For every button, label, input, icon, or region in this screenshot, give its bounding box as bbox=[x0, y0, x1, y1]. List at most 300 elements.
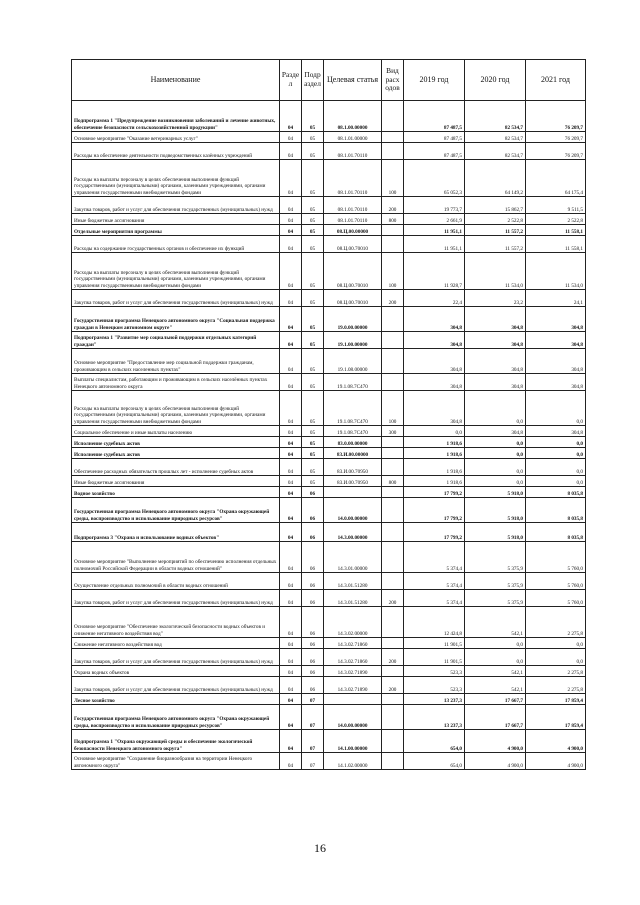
budget-table-container bbox=[71, 59, 585, 770]
cell-2020: 4 900,0 bbox=[465, 753, 526, 770]
cell-2019: 1 918,6 bbox=[404, 448, 465, 459]
cell-2021: 0,0 bbox=[526, 638, 586, 649]
cell-name: Закупка товаров, работ и услуг для обеспечения государственных (муниципальных) нужд bbox=[72, 197, 280, 214]
cell-name: Иные бюджетные ассигнования bbox=[72, 214, 280, 225]
cell-name: Расходы на содержание государственных органов и обеспечение их функций bbox=[72, 236, 280, 253]
cell-2021: 0,0 bbox=[526, 649, 586, 666]
cell-razdel: 04 bbox=[280, 459, 302, 476]
cell-name: Лесное хозяйство bbox=[72, 694, 280, 705]
cell-2019: 87 487,5 bbox=[404, 132, 465, 143]
cell-2021: 4 900,0 bbox=[526, 753, 586, 770]
cell-name: Охрана водных объектов bbox=[72, 666, 280, 677]
cell-2019: 11 901,5 bbox=[404, 638, 465, 649]
cell-name: Закупка товаров, работ и услуг для обеспечения государственных (муниципальных) нужд bbox=[72, 290, 280, 307]
cell-podrazdel: 05 bbox=[302, 332, 324, 349]
cell-vid bbox=[382, 523, 404, 542]
table-row bbox=[72, 638, 586, 649]
cell-statya: 83.0.00.00000 bbox=[324, 437, 382, 448]
table-row bbox=[72, 666, 586, 677]
cell-statya: 08.Ц.00.70010 bbox=[324, 253, 382, 290]
cell-razdel: 04 bbox=[280, 101, 302, 132]
table-header-row bbox=[72, 60, 586, 101]
cell-vid: 200 bbox=[382, 677, 404, 694]
cell-razdel: 04 bbox=[280, 523, 302, 542]
cell-2021: 2 275,8 bbox=[526, 607, 586, 638]
table-row bbox=[72, 426, 586, 437]
cell-razdel: 04 bbox=[280, 607, 302, 638]
cell-statya: 08.1.01.00000 bbox=[324, 132, 382, 143]
cell-2021: 304,8 bbox=[526, 349, 586, 374]
table-body bbox=[72, 101, 586, 770]
table-row bbox=[72, 705, 586, 730]
cell-2019: 5 374,4 bbox=[404, 573, 465, 590]
cell-name: Подпрограмма 3 "Охрана и использование водных объектов" bbox=[72, 523, 280, 542]
cell-vid: 800 bbox=[382, 214, 404, 225]
cell-statya: 14.3.01.51280 bbox=[324, 573, 382, 590]
cell-razdel: 04 bbox=[280, 332, 302, 349]
table-row bbox=[72, 677, 586, 694]
cell-2020: 5 375,9 bbox=[465, 573, 526, 590]
cell-razdel: 04 bbox=[280, 426, 302, 437]
cell-vid bbox=[382, 730, 404, 753]
cell-2021: 2 522,8 bbox=[526, 214, 586, 225]
cell-2019: 5 374,4 bbox=[404, 590, 465, 607]
cell-name: Обеспечение расходных обязательств прошлых лет - исполнение судебных актов bbox=[72, 459, 280, 476]
cell-name: Расходы на обеспечение деятельности подведомственных казённых учреждений bbox=[72, 143, 280, 160]
cell-2020: 17 667,7 bbox=[465, 705, 526, 730]
table-row bbox=[72, 437, 586, 448]
cell-vid bbox=[382, 607, 404, 638]
cell-2019: 523,3 bbox=[404, 677, 465, 694]
cell-vid bbox=[382, 225, 404, 236]
cell-2021: 304,8 bbox=[526, 426, 586, 437]
cell-2021: 5 760,0 bbox=[526, 573, 586, 590]
cell-razdel: 04 bbox=[280, 132, 302, 143]
cell-statya: 14.3.02.71890 bbox=[324, 677, 382, 694]
cell-2021: 0,0 bbox=[526, 459, 586, 476]
cell-2020: 11 534,0 bbox=[465, 253, 526, 290]
cell-razdel: 04 bbox=[280, 391, 302, 426]
cell-vid bbox=[382, 236, 404, 253]
cell-name: Закупка товаров, работ и услуг для обеспечения государственных (муниципальных) нужд bbox=[72, 649, 280, 666]
cell-2020: 0,0 bbox=[465, 459, 526, 476]
cell-2019: 11 901,5 bbox=[404, 649, 465, 666]
cell-vid bbox=[382, 753, 404, 770]
cell-2019: 13 237,3 bbox=[404, 705, 465, 730]
cell-razdel: 04 bbox=[280, 160, 302, 197]
cell-2020: 0,0 bbox=[465, 638, 526, 649]
cell-podrazdel: 05 bbox=[302, 132, 324, 143]
cell-podrazdel: 05 bbox=[302, 197, 324, 214]
budget-table bbox=[71, 59, 586, 770]
cell-name: Основное мероприятие "Предоставление мер социальной поддержки гражданам, проживающим в сельских населенных пунктах" bbox=[72, 349, 280, 374]
cell-2020: 15 862,7 bbox=[465, 197, 526, 214]
cell-statya: 83.И.00.70950 bbox=[324, 476, 382, 487]
cell-vid bbox=[382, 143, 404, 160]
cell-vid bbox=[382, 101, 404, 132]
cell-statya bbox=[324, 694, 382, 705]
cell-razdel: 04 bbox=[280, 590, 302, 607]
cell-2021: 64 175,4 bbox=[526, 160, 586, 197]
cell-vid: 200 bbox=[382, 197, 404, 214]
cell-2019: 87 487,5 bbox=[404, 101, 465, 132]
cell-podrazdel: 05 bbox=[302, 160, 324, 197]
cell-razdel: 04 bbox=[280, 666, 302, 677]
cell-2021: 24,1 bbox=[526, 290, 586, 307]
cell-name: Государственная программа Ненецкого автономного округа "Охрана окружающей среды, воспроизводство и использование природных ресурсов" bbox=[72, 498, 280, 523]
cell-name: Снижение негативного воздействия вод bbox=[72, 638, 280, 649]
cell-statya: 14.1.00.00000 bbox=[324, 730, 382, 753]
header-podrazdel: Подр аздел bbox=[302, 60, 324, 101]
cell-statya: 14.1.02.00000 bbox=[324, 753, 382, 770]
cell-vid bbox=[382, 374, 404, 391]
cell-razdel: 04 bbox=[280, 476, 302, 487]
cell-razdel: 04 bbox=[280, 253, 302, 290]
cell-2019: 87 487,5 bbox=[404, 143, 465, 160]
cell-podrazdel: 06 bbox=[302, 607, 324, 638]
table-row bbox=[72, 487, 586, 498]
cell-statya: 19.1.08.7С470 bbox=[324, 426, 382, 437]
cell-2021: 0,0 bbox=[526, 476, 586, 487]
cell-razdel: 04 bbox=[280, 197, 302, 214]
cell-podrazdel: 07 bbox=[302, 753, 324, 770]
cell-podrazdel: 06 bbox=[302, 666, 324, 677]
cell-2019: 304,8 bbox=[404, 332, 465, 349]
cell-podrazdel: 05 bbox=[302, 214, 324, 225]
cell-statya: 14.3.02.71860 bbox=[324, 649, 382, 666]
cell-vid: 100 bbox=[382, 391, 404, 426]
cell-podrazdel: 05 bbox=[302, 236, 324, 253]
cell-podrazdel: 05 bbox=[302, 143, 324, 160]
cell-vid bbox=[382, 132, 404, 143]
cell-2020: 11 557,2 bbox=[465, 236, 526, 253]
cell-2021: 4 900,0 bbox=[526, 730, 586, 753]
cell-razdel: 04 bbox=[280, 214, 302, 225]
cell-vid bbox=[382, 573, 404, 590]
cell-2019: 1 918,6 bbox=[404, 437, 465, 448]
cell-statya: 19.1.00.00000 bbox=[324, 332, 382, 349]
cell-vid: 300 bbox=[382, 426, 404, 437]
table-row bbox=[72, 590, 586, 607]
cell-statya: 19.0.00.00000 bbox=[324, 307, 382, 332]
cell-name: Государственная программа Ненецкого автономного округа "Социальная поддержка граждан в Ненецком автономном округе" bbox=[72, 307, 280, 332]
cell-razdel: 04 bbox=[280, 143, 302, 160]
cell-2021: 11 534,0 bbox=[526, 253, 586, 290]
cell-name: Государственная программа Ненецкого автономного округа "Охрана окружающей среды, воспроизводство и использование природных ресурсов" bbox=[72, 705, 280, 730]
cell-vid: 800 bbox=[382, 476, 404, 487]
page-number: 16 bbox=[314, 841, 326, 855]
cell-2021: 11 558,1 bbox=[526, 236, 586, 253]
cell-podrazdel: 05 bbox=[302, 290, 324, 307]
cell-2021: 0,0 bbox=[526, 437, 586, 448]
table-row bbox=[72, 730, 586, 753]
header-2021: 2021 год bbox=[526, 60, 586, 101]
cell-statya: 19.1.08.7С470 bbox=[324, 374, 382, 391]
cell-vid: 100 bbox=[382, 253, 404, 290]
table-row bbox=[72, 332, 586, 349]
cell-name: Расходы на выплаты персоналу в целях обеспечения выполнения функций государственными (муниципальными) органами, казенными учреждениями, органами управления государственными внебюджетными фондами bbox=[72, 391, 280, 426]
cell-statya: 08.1.01.70110 bbox=[324, 143, 382, 160]
cell-name: Исполнение судебных актов bbox=[72, 437, 280, 448]
cell-name: Основное мероприятие "Выполнение мероприятий по обеспечению исполнения отдельных полномочий Российской Федерации в области водных отношений" bbox=[72, 542, 280, 573]
cell-podrazdel: 06 bbox=[302, 590, 324, 607]
cell-2019: 12 424,8 bbox=[404, 607, 465, 638]
cell-2020: 23,2 bbox=[465, 290, 526, 307]
cell-razdel: 04 bbox=[280, 677, 302, 694]
cell-2021: 11 558,1 bbox=[526, 225, 586, 236]
cell-statya: 08.Ц.00.00000 bbox=[324, 225, 382, 236]
cell-razdel: 04 bbox=[280, 290, 302, 307]
table-row bbox=[72, 101, 586, 132]
cell-name: Расходы на выплаты персоналу в целях обеспечения выполнения функций государственными (муниципальными) органами, казенными учреждениями, органами управления государственными внебюджетными фондами bbox=[72, 253, 280, 290]
cell-razdel: 04 bbox=[280, 307, 302, 332]
cell-razdel: 04 bbox=[280, 649, 302, 666]
cell-name: Основное мероприятие "Оказание ветеринарных услуг" bbox=[72, 132, 280, 143]
cell-2020: 0,0 bbox=[465, 448, 526, 459]
cell-podrazdel: 05 bbox=[302, 391, 324, 426]
header-2019: 2019 год bbox=[404, 60, 465, 101]
table-row bbox=[72, 391, 586, 426]
cell-podrazdel: 06 bbox=[302, 487, 324, 498]
cell-name: Подпрограмма 1 "Охрана окружающей среды и обеспечение экологической безопасности Ненецкого автономного округа" bbox=[72, 730, 280, 753]
cell-2021: 8 035,8 bbox=[526, 523, 586, 542]
cell-2020: 11 557,2 bbox=[465, 225, 526, 236]
table-row bbox=[72, 448, 586, 459]
cell-name: Иные бюджетные ассигнования bbox=[72, 476, 280, 487]
cell-2020: 304,8 bbox=[465, 307, 526, 332]
table-row bbox=[72, 253, 586, 290]
cell-2019: 304,8 bbox=[404, 307, 465, 332]
table-row bbox=[72, 753, 586, 770]
cell-2020: 5 918,0 bbox=[465, 498, 526, 523]
cell-podrazdel: 05 bbox=[302, 426, 324, 437]
table-row bbox=[72, 649, 586, 666]
table-row bbox=[72, 523, 586, 542]
cell-2019: 654,0 bbox=[404, 753, 465, 770]
cell-razdel: 04 bbox=[280, 638, 302, 649]
cell-razdel: 04 bbox=[280, 498, 302, 523]
cell-vid bbox=[382, 487, 404, 498]
table-row bbox=[72, 225, 586, 236]
table-row bbox=[72, 197, 586, 214]
cell-2020: 304,8 bbox=[465, 426, 526, 437]
cell-2021: 8 035,8 bbox=[526, 498, 586, 523]
cell-vid bbox=[382, 459, 404, 476]
cell-2020: 0,0 bbox=[465, 649, 526, 666]
cell-statya: 14.3.02.71890 bbox=[324, 666, 382, 677]
cell-podrazdel: 06 bbox=[302, 649, 324, 666]
cell-2019: 11 951,1 bbox=[404, 225, 465, 236]
cell-razdel: 04 bbox=[280, 694, 302, 705]
cell-name: Закупка товаров, работ и услуг для обеспечения государственных (муниципальных) нужд bbox=[72, 590, 280, 607]
cell-2019: 1 918,6 bbox=[404, 476, 465, 487]
cell-razdel: 04 bbox=[280, 487, 302, 498]
table-row bbox=[72, 498, 586, 523]
cell-podrazdel: 06 bbox=[302, 573, 324, 590]
cell-vid bbox=[382, 542, 404, 573]
cell-2020: 17 667,7 bbox=[465, 694, 526, 705]
cell-statya bbox=[324, 487, 382, 498]
cell-name: Исполнение судебных актов bbox=[72, 448, 280, 459]
cell-2019: 5 374,4 bbox=[404, 542, 465, 573]
cell-name: Подпрограмма 1 "Предупреждение возникновения заболеваний и лечение животных, обеспечение безопасности сельскохозяйственной продукции" bbox=[72, 101, 280, 132]
cell-2021: 8 035,8 bbox=[526, 487, 586, 498]
cell-2019: 2 661,9 bbox=[404, 214, 465, 225]
cell-2020: 0,0 bbox=[465, 437, 526, 448]
cell-2019: 17 799,2 bbox=[404, 498, 465, 523]
cell-2019: 1 918,6 bbox=[404, 459, 465, 476]
cell-razdel: 04 bbox=[280, 705, 302, 730]
cell-2021: 17 859,4 bbox=[526, 694, 586, 705]
table-row bbox=[72, 542, 586, 573]
cell-name: Социальное обеспечение и иные выплаты населению bbox=[72, 426, 280, 437]
cell-2020: 82 534,7 bbox=[465, 101, 526, 132]
cell-2021: 0,0 bbox=[526, 448, 586, 459]
cell-podrazdel: 05 bbox=[302, 225, 324, 236]
cell-podrazdel: 05 bbox=[302, 459, 324, 476]
cell-podrazdel: 05 bbox=[302, 374, 324, 391]
cell-2021: 17 859,4 bbox=[526, 705, 586, 730]
table-row bbox=[72, 349, 586, 374]
cell-2019: 17 799,2 bbox=[404, 523, 465, 542]
cell-2019: 19 773,7 bbox=[404, 197, 465, 214]
cell-podrazdel: 05 bbox=[302, 101, 324, 132]
header-2020: 2020 год bbox=[465, 60, 526, 101]
cell-2020: 0,0 bbox=[465, 476, 526, 487]
table-row bbox=[72, 476, 586, 487]
cell-statya: 14.0.00.00000 bbox=[324, 498, 382, 523]
cell-2021: 304,8 bbox=[526, 332, 586, 349]
cell-statya: 08.1.01.70110 bbox=[324, 160, 382, 197]
cell-statya: 08.1.00.00000 bbox=[324, 101, 382, 132]
cell-2019: 304,8 bbox=[404, 391, 465, 426]
cell-statya: 14.3.01.51280 bbox=[324, 590, 382, 607]
cell-2019: 304,8 bbox=[404, 374, 465, 391]
cell-statya: 83.И.00.70950 bbox=[324, 459, 382, 476]
cell-vid bbox=[382, 349, 404, 374]
cell-podrazdel: 05 bbox=[302, 307, 324, 332]
cell-statya: 19.1.08.7С470 bbox=[324, 391, 382, 426]
table-row bbox=[72, 307, 586, 332]
cell-statya: 08.1.01.70110 bbox=[324, 197, 382, 214]
cell-vid bbox=[382, 332, 404, 349]
table-row bbox=[72, 143, 586, 160]
cell-vid: 200 bbox=[382, 649, 404, 666]
cell-vid bbox=[382, 666, 404, 677]
cell-razdel: 04 bbox=[280, 437, 302, 448]
cell-vid: 200 bbox=[382, 590, 404, 607]
table-row bbox=[72, 459, 586, 476]
table-row bbox=[72, 290, 586, 307]
cell-2021: 2 275,8 bbox=[526, 666, 586, 677]
cell-vid bbox=[382, 498, 404, 523]
cell-razdel: 04 bbox=[280, 374, 302, 391]
cell-name: Водное хозяйство bbox=[72, 487, 280, 498]
header-name: Наименование bbox=[72, 60, 280, 101]
table-row bbox=[72, 694, 586, 705]
cell-name: Основное мероприятие "Сохранение биоразнообразия на территории Ненецкого автономного округа" bbox=[72, 753, 280, 770]
cell-2020: 542,1 bbox=[465, 666, 526, 677]
cell-2021: 5 760,0 bbox=[526, 590, 586, 607]
cell-2020: 5 375,9 bbox=[465, 590, 526, 607]
cell-podrazdel: 07 bbox=[302, 730, 324, 753]
cell-2021: 76 209,7 bbox=[526, 143, 586, 160]
cell-statya: 14.3.02.71860 bbox=[324, 638, 382, 649]
cell-2019: 654,0 bbox=[404, 730, 465, 753]
cell-razdel: 04 bbox=[280, 730, 302, 753]
cell-2019: 304,8 bbox=[404, 349, 465, 374]
cell-statya: 83.И.00.00000 bbox=[324, 448, 382, 459]
table-row bbox=[72, 374, 586, 391]
cell-razdel: 04 bbox=[280, 753, 302, 770]
cell-statya: 14.3.02.00000 bbox=[324, 607, 382, 638]
cell-vid bbox=[382, 705, 404, 730]
cell-vid bbox=[382, 694, 404, 705]
cell-razdel: 04 bbox=[280, 448, 302, 459]
cell-2021: 76 209,7 bbox=[526, 132, 586, 143]
cell-podrazdel: 06 bbox=[302, 523, 324, 542]
cell-2020: 5 918,0 bbox=[465, 487, 526, 498]
cell-podrazdel: 05 bbox=[302, 476, 324, 487]
cell-2020: 4 900,0 bbox=[465, 730, 526, 753]
cell-statya: 08.Ц.00.70010 bbox=[324, 236, 382, 253]
cell-2020: 304,8 bbox=[465, 332, 526, 349]
cell-podrazdel: 05 bbox=[302, 349, 324, 374]
cell-razdel: 04 bbox=[280, 225, 302, 236]
cell-name: Расходы на выплаты персоналу в целях обеспечения выполнения функций государственными (муниципальными) органами, казенными учреждениями, органами управления государственными внебюджетными фондами bbox=[72, 160, 280, 197]
cell-2021: 0,0 bbox=[526, 391, 586, 426]
table-row bbox=[72, 214, 586, 225]
table-row bbox=[72, 160, 586, 197]
cell-2020: 542,1 bbox=[465, 677, 526, 694]
cell-podrazdel: 06 bbox=[302, 677, 324, 694]
cell-2020: 2 522,8 bbox=[465, 214, 526, 225]
cell-vid bbox=[382, 448, 404, 459]
cell-2020: 304,8 bbox=[465, 349, 526, 374]
cell-vid: 100 bbox=[382, 160, 404, 197]
cell-2020: 542,1 bbox=[465, 607, 526, 638]
cell-2019: 22,4 bbox=[404, 290, 465, 307]
cell-vid bbox=[382, 437, 404, 448]
cell-podrazdel: 06 bbox=[302, 638, 324, 649]
cell-razdel: 04 bbox=[280, 236, 302, 253]
cell-podrazdel: 06 bbox=[302, 498, 324, 523]
cell-2019: 0,0 bbox=[404, 426, 465, 437]
cell-2019: 13 237,3 bbox=[404, 694, 465, 705]
cell-vid: 200 bbox=[382, 290, 404, 307]
cell-podrazdel: 05 bbox=[302, 448, 324, 459]
header-statya: Целевая статья bbox=[324, 60, 382, 101]
cell-2020: 64 149,2 bbox=[465, 160, 526, 197]
cell-name: Подпрограмма 1 "Развитие мер социальной поддержки отдельных категорий граждан" bbox=[72, 332, 280, 349]
cell-2019: 11 951,1 bbox=[404, 236, 465, 253]
cell-podrazdel: 05 bbox=[302, 437, 324, 448]
cell-statya: 14.0.00.00000 bbox=[324, 705, 382, 730]
table-row bbox=[72, 607, 586, 638]
cell-2021: 304,8 bbox=[526, 374, 586, 391]
cell-2021: 5 760,0 bbox=[526, 542, 586, 573]
cell-2019: 523,3 bbox=[404, 666, 465, 677]
header-vid: Вид расх одов bbox=[382, 60, 404, 101]
cell-2020: 5 375,9 bbox=[465, 542, 526, 573]
cell-podrazdel: 05 bbox=[302, 253, 324, 290]
cell-name: Осуществление отдельных полномочий в области водных отношений bbox=[72, 573, 280, 590]
cell-2020: 82 534,7 bbox=[465, 143, 526, 160]
cell-2020: 304,8 bbox=[465, 374, 526, 391]
table-row bbox=[72, 573, 586, 590]
cell-2021: 304,8 bbox=[526, 307, 586, 332]
cell-2019: 17 799,2 bbox=[404, 487, 465, 498]
